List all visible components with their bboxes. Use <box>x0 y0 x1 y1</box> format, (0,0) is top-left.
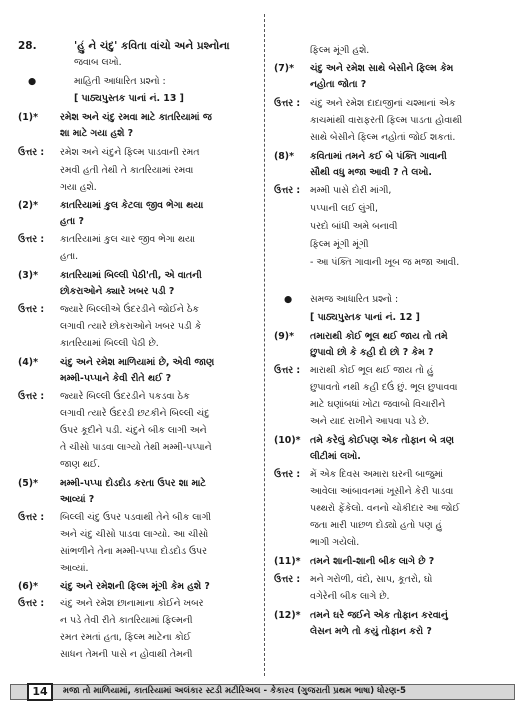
right-column-line: [ પાઠ્યપુસ્તક પાનાં નં. 12 ] <box>310 312 420 323</box>
right-column-line: ચંદુ અને રમેશ દાદાજીનાં ચશ્માનાં એક <box>310 98 456 109</box>
right-column-line: ચંદુ અને રમેશ સાથે બેસીને ફિલ્મ કેમ <box>310 63 454 74</box>
left-column-line: છોકરાઓને ક્યારે ખબર પડી ? <box>60 286 175 297</box>
right-column-line: (10)* <box>274 435 301 446</box>
right-column-line: ભાગી ગયેલો. <box>310 537 360 548</box>
right-column-line: આવેલા આંબાવનમાં ખૂસીને કેરી પાડવા <box>310 486 454 497</box>
right-column-line: નહોતા જોતા ? <box>310 79 367 90</box>
left-column-line: ● <box>28 76 37 87</box>
right-column-line: તમારાથી કોઈ ભૂલ થઈ જાય તો તમે <box>310 331 448 342</box>
right-column-line: મમ્મી પાસે દોરી માંગી, <box>310 185 392 196</box>
left-column-line: જ્યારે બિલ્લી ઉંદરડીને પકડવા ઠેક <box>60 391 190 402</box>
right-column-line: ફિલ્મ મૂંગી મૂંગી <box>310 239 369 250</box>
right-column-line: તમને શાની-શાની બીક લાગે છે ? <box>310 556 435 567</box>
left-column-line: (4)* <box>18 357 38 368</box>
left-column-line: આવ્યાં. <box>60 563 89 574</box>
right-column-line: માટે ઘણાંબધાં ખોટા જવાબો વિચારીને <box>310 399 446 410</box>
right-column-line: કાચમાંથી વારાફરતી ફિલ્મ પાડતા હોવાથી <box>310 115 463 126</box>
left-column-line: રમત રમતાં હતા, ફિલ્મ માટેના કોઈ <box>60 632 191 643</box>
column-divider <box>264 14 265 676</box>
left-column-line: રમવી હતી તેથી તે કાતરિયામાં રમવા <box>60 165 194 176</box>
right-column-line: તમે કરેલું કોઈપણ એક તોફાન બે ત્રણ <box>310 435 454 446</box>
right-column-line: (8)* <box>274 151 294 162</box>
left-column-line: સાધન તેમની પાસે ન હોવાથી તેમની <box>60 649 193 660</box>
right-column-line: તમને ઘરે જઈને એક તોફાન કરવાનું <box>310 610 448 621</box>
right-column-line: સૌથી વધુ મજા આવી ? તે લખો. <box>310 167 432 178</box>
left-column-line: રમેશ અને ચંદુ રમવા માટે કાતરિયામાં જ <box>60 112 212 123</box>
right-column-line: લીટીમાં લખો. <box>310 451 361 462</box>
right-column-line: સાથે બેસીને ફિલ્મ નહોતાં જોઈ શકતાં. <box>310 132 456 143</box>
left-column-line: કાતરિયામાં કુલ ચાર જીવ ભેગા થયા <box>60 234 196 245</box>
right-column-line: પથ્થરો ફેંકેલો. વનનો ચોકીદાર આ જોઈ <box>310 503 460 514</box>
left-column-line: ન પડે તેવી રીતે કાતરિયામાં ફિલ્મની <box>60 615 193 626</box>
left-column-line: માહિતી આધારિત પ્રશ્નો : <box>74 76 166 87</box>
left-column-line: હતા ? <box>60 216 84 227</box>
left-column-line: આવ્યાં ? <box>60 494 95 505</box>
left-column-line: ચંદુ અને રમેશ માળિયામાં છે, એવી જાણ <box>60 357 215 368</box>
right-column-line: મેં એક દિવસ અમારા ઘરની બાજુમાં <box>310 469 444 480</box>
right-column-line: અને યાદ રાખીને આપવા પડે છે. <box>310 416 430 427</box>
left-column-line: કાતરિયામાં બિલ્લી પેઠી'તી, એ વાતની <box>60 270 202 281</box>
page-footer <box>10 684 515 700</box>
right-column-line: પપ્પાની લઈ લુંગી, <box>310 203 378 214</box>
left-column-line: તે ચીસો પાડવા લાગ્યો તેથી મમ્મી-પપ્પાને <box>60 442 212 453</box>
left-column-line: કાતરિયામાં કુલ કેટલા જીવ ભેગા થયા <box>60 200 204 211</box>
right-column-line: (12)* <box>274 610 301 621</box>
left-column-line: ચંદુ અને રમેશ છાનામાના કોઈને ખબર <box>60 598 204 609</box>
left-column-line: કાતરિયામાં બિલ્લી પેઠી છે. <box>60 338 159 349</box>
left-column-line: જ્યારે બિલ્લીએ ઉંદરડીને જોઈને ઠેક <box>60 304 199 315</box>
right-column-line: મને ગરોળી, વંદો, સાપ, કૂતરો, ઘો <box>310 574 433 585</box>
left-column-line: હતા. <box>60 251 79 262</box>
right-column-line: (11)* <box>274 556 301 567</box>
left-column-line: ચંદુ અને રમેશની ફિલ્મ મૂંગી કેમ હશે ? <box>60 581 210 592</box>
right-column-line: વગેરેની બીક લાગે છે. <box>310 591 390 602</box>
left-column-line: અને ચંદુ ચીસો પાડવા લાગ્યો. આ ચીસો <box>60 529 209 540</box>
left-column-line: ઉપર કૂદીને પડી. ચંદુને બીક લાગી અને <box>60 425 207 436</box>
right-column-line: (7)* <box>274 63 294 74</box>
left-column-line: ઉત્તર : <box>18 234 45 245</box>
page-number: 14 <box>27 683 53 701</box>
right-column-line: સમજ આધારિત પ્રશ્નો : <box>310 294 399 305</box>
right-column-line: ઉત્તર : <box>274 365 301 376</box>
left-column-line: જવાબ લખો. <box>74 57 122 68</box>
left-column-line: (3)* <box>18 270 38 281</box>
right-column-line: ઉત્તર : <box>274 574 301 585</box>
left-column-line: ઉત્તર : <box>18 147 45 158</box>
right-column-line: મારાથી કોઈ ભૂલ થઈ જાય તો હું <box>310 365 434 376</box>
left-column-line: (1)* <box>18 112 38 123</box>
left-column-line: ઉત્તર : <box>18 391 45 402</box>
left-column-line: લગાવી ત્યારે છોકરાઓને ખબર પડી કે <box>60 321 202 332</box>
left-column-line: શા માટે ગયા હશે ? <box>60 128 134 139</box>
right-column-line: કવિતામાં તમને કઈ બે પંક્તિ ગાવાની <box>310 151 447 162</box>
right-column-line: પરદો બાંધી અમે બનાવી <box>310 221 398 232</box>
right-column-line: છુપાવો છો કે કહી દો છો ? કેમ ? <box>310 347 434 358</box>
left-column-line: ઉત્તર : <box>18 598 45 609</box>
left-column-line: 28. <box>18 40 37 52</box>
left-column-line: રમેશ અને ચંદુને ફિલ્મ પાડવાની રમત <box>60 147 200 158</box>
left-column-line: સાંભળીને તેના મમ્મી-પપ્પા દોડદોડ ઉપર <box>60 546 207 557</box>
left-column-line: ઉત્તર : <box>18 304 45 315</box>
left-column-line: બિલ્લી ચંદુ ઉપર પડવાથી તેને બીક લાગી <box>60 512 212 523</box>
right-column-line: (9)* <box>274 331 294 342</box>
right-column-line: ઉત્તર : <box>274 185 301 196</box>
left-column-line: (6)* <box>18 581 38 592</box>
right-column-line: ઉત્તર : <box>274 98 301 109</box>
left-column-line: 'હું ને ચંદુ' કવિતા વાંચો અને પ્રશ્નોના <box>74 40 230 52</box>
right-column-line: જતા મારી પાછળ દોડ્યો હતો પણ હું <box>310 520 443 531</box>
left-column-line: [ પાઠ્યપુસ્તક પાનાં નં. 13 ] <box>74 93 184 104</box>
left-column-line: ગયા હશે. <box>60 182 97 193</box>
right-column-line: લેસન મળે તો કયું તોફાન કરો ? <box>310 626 432 637</box>
right-column-line: - આ પંક્તિ ગાવાની ખૂબ જ મજા આવી. <box>310 257 460 268</box>
left-column-line: (2)* <box>18 200 38 211</box>
left-column-line: મમ્મી-પપ્પા દોડદોડ કરતા ઉપર શા માટે <box>60 478 206 489</box>
left-column-line: ઉત્તર : <box>18 512 45 523</box>
footer-title: મજા તો માળિયામાં, કાતરિયામાં અલંકાર સ્ટડી મટીરિઅલ - કેકારવ (ગુજરાતી પ્રથમ ભાષા) ધોરણ-5 <box>63 686 406 696</box>
left-column-line: મમ્મી-પપ્પાને કેવી રીતે થઈ ? <box>60 373 172 384</box>
right-column-line: ફિલ્મ મૂંગી હશે. <box>310 45 370 56</box>
left-column-line: લગાવી ત્યારે ઉંદરડી છટકીને બિલ્લી ચંદુ <box>60 408 210 419</box>
right-column-line: ● <box>284 294 293 305</box>
right-column-line: છુપાવતો નથી કહી દઉં છું. ભૂલ છુપાવવા <box>310 382 458 393</box>
right-column-line: ઉત્તર : <box>274 469 301 480</box>
left-column-line: (5)* <box>18 478 38 489</box>
left-column-line: જાણ થઈ. <box>60 459 101 470</box>
